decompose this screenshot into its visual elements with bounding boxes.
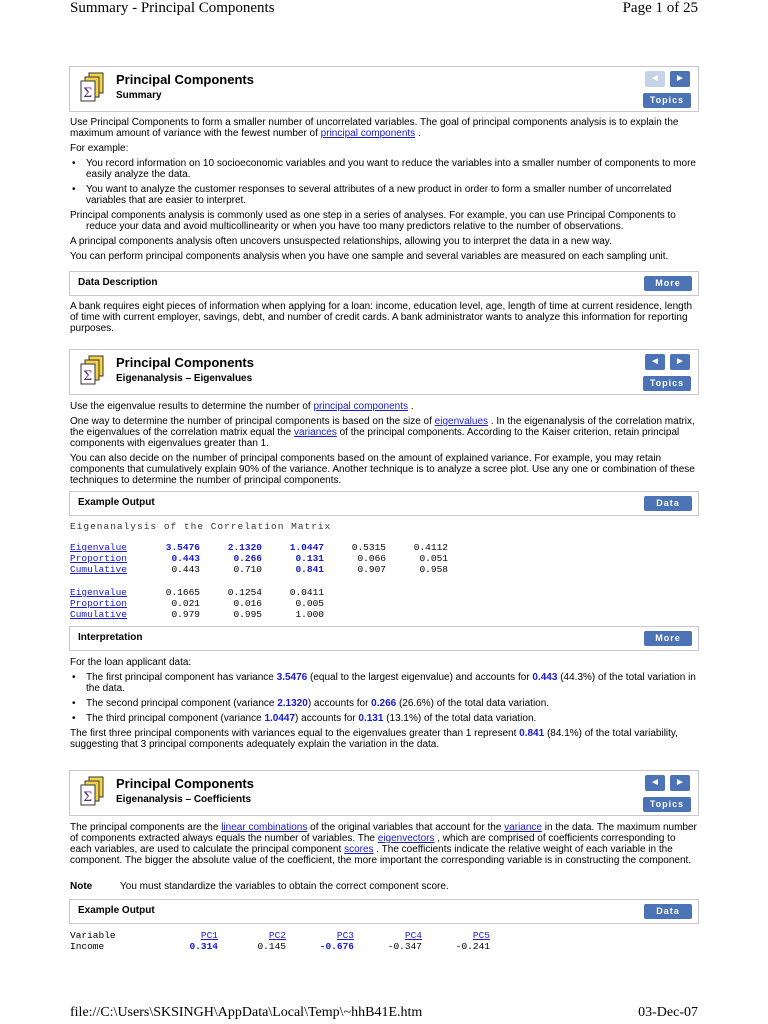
next-topic-button[interactable]: ► <box>670 354 690 370</box>
paragraph: Use the eigenvalue results to determine the number of principal components . <box>70 401 414 412</box>
note-label: Note <box>70 881 93 892</box>
svg-text:Σ: Σ <box>83 86 93 101</box>
page-number: Page 1 of 25 <box>622 0 698 16</box>
section-title: Principal Components <box>116 72 254 87</box>
summary-text <box>70 117 698 266</box>
print-header <box>70 0 698 17</box>
data-description-text: A bank requires eight pieces of information when applying for a loan: income, education level, age, length of time at current residence, length of time with current employer, savings, debt, and number of credit cards. A bank administrator wants to analyze this information for reporting purposes. <box>70 301 693 334</box>
proportion-row-link[interactable]: Proportion <box>70 598 128 609</box>
table-row: Proportion 0.443 0.266 0.131 0.066 0.051 <box>70 553 448 564</box>
principal-components-icon <box>78 355 106 387</box>
example-list <box>70 158 698 206</box>
next-topic-button[interactable]: ► <box>670 775 690 791</box>
paragraph: You can perform principal components analysis when you have one sample and several variables are measured on each sampling unit. <box>70 251 669 262</box>
paragraph: One way to determine the number of principal components is based on the size of eigenvalues . In the eigenanalysis of the correlation matrix, the eigenvalues of the correlation matrix equal the variances of the principal components. According to the Kaiser criterion, retain principal components with eigenvalues greater than 1. <box>70 416 695 449</box>
print-date: 03-Dec-07 <box>638 1005 698 1020</box>
eigen-table-2 <box>70 587 324 620</box>
paragraph: A principal components analysis often uncovers unsuspected relationships, allowing you to interpret the data in a new way. <box>70 236 612 247</box>
section-subtitle: Eigenanalysis – Eigenvalues <box>116 373 253 384</box>
paragraph: For the loan applicant data: <box>70 657 192 668</box>
pc4-link[interactable]: PC4 <box>404 930 422 941</box>
variances-link[interactable]: variances <box>294 427 337 438</box>
prev-topic-button[interactable]: ◄ <box>645 71 665 87</box>
table-row: Income 0.314 0.145 -0.676 -0.347 -0.241 <box>70 941 490 952</box>
intro-paragraph: Use Principal Components to form a smaller number of uncorrelated variables. The goal of principal components analysis is to explain the maximum amount of variance with the fewest number of principal components . <box>70 117 679 139</box>
data-button[interactable]: Data <box>644 904 692 919</box>
cumulative-row-link[interactable]: Cumulative <box>70 564 128 575</box>
pc1-link[interactable]: PC1 <box>200 930 218 941</box>
section-header-coefficients <box>69 770 699 816</box>
interpretation-list <box>70 672 698 724</box>
eigenvectors-link[interactable]: eigenvectors <box>377 833 435 844</box>
example-output-bar <box>69 899 699 924</box>
print-footer <box>70 1005 698 1021</box>
topics-button[interactable]: Topics <box>643 376 691 391</box>
print-header-title: Summary - Principal Components <box>70 0 275 16</box>
example-intro: For example: <box>70 143 129 154</box>
note <box>70 881 449 892</box>
section-subtitle: Eigenanalysis – Coefficients <box>116 794 252 805</box>
more-button[interactable]: More <box>644 631 692 646</box>
pc5-link[interactable]: PC5 <box>472 930 490 941</box>
pc2-link[interactable]: PC2 <box>268 930 286 941</box>
data-description-label: Data Description <box>78 277 158 288</box>
section-header-summary <box>69 66 699 112</box>
variance-link[interactable]: variance <box>504 822 542 833</box>
interpretation-label: Interpretation <box>78 632 143 643</box>
coefficients-table <box>70 930 490 952</box>
pc3-link[interactable]: PC3 <box>336 930 354 941</box>
next-topic-button[interactable]: ► <box>670 71 690 87</box>
svg-text:Σ: Σ <box>83 790 93 805</box>
eigenvalue-row-link[interactable]: Eigenvalue <box>70 542 128 553</box>
example-output-label: Example Output <box>78 497 155 508</box>
paragraph: The first three principal components with variances equal to the eigenvalues greater than 1 represent 0.841 (84.1%) of the total variability, suggesting that 3 principal components adequately explain the variation in the data. <box>70 728 678 750</box>
list-item: • The first principal component has variance 3.5476 (equal to the largest eigenvalue) and accounts for 0.443 (44.3%) of the total variation in the data. <box>70 672 698 694</box>
list-item: • You record information on 10 socioeconomic variables and you want to reduce the variables into a smaller number of components to more easily analyze the data. <box>70 158 698 180</box>
file-path: file://C:\Users\SKSINGH\AppData\Local\Temp\~hhB41E.htm <box>70 1005 423 1020</box>
example-output-label: Example Output <box>78 905 155 916</box>
eigenvalue-row-link[interactable]: Eigenvalue <box>70 587 128 598</box>
table-row: Proportion 0.021 0.016 0.005 <box>70 598 324 609</box>
interpretation-text <box>70 657 698 754</box>
section-subtitle: Summary <box>116 90 162 101</box>
eigen-table-1 <box>70 542 448 575</box>
proportion-row-link[interactable]: Proportion <box>70 553 128 564</box>
data-description-bar <box>69 271 699 296</box>
prev-topic-button[interactable]: ◄ <box>645 775 665 791</box>
table-row: Eigenvalue 0.1665 0.1254 0.0411 <box>70 587 324 598</box>
interpretation-bar <box>69 626 699 651</box>
paragraph: The principal components are the linear combinations of the original variables that account for the variance in the data. The maximum number of components extracted always equals the number of variables. The eigenvectors , which are comprised of coefficients corresponding to each variables, are used to calculate the principal component scores . The coefficients indicate the relative weight of each variable in the component. The bigger the absolute value of the coefficient, the more important the corresponding variable is in constructing the component. <box>70 822 697 866</box>
example-output-bar <box>69 491 699 516</box>
data-button[interactable]: Data <box>644 496 692 511</box>
principal-components-link[interactable]: principal components <box>313 401 408 412</box>
cumulative-row-link[interactable]: Cumulative <box>70 609 128 620</box>
more-button[interactable]: More <box>644 276 692 291</box>
eigenvalues-text <box>70 401 698 490</box>
table-row: Cumulative 0.443 0.710 0.841 0.907 0.958 <box>70 564 448 575</box>
table-row: Cumulative 0.979 0.995 1.000 <box>70 609 324 620</box>
paragraph: Principal components analysis is commonly used as one step in a series of analyses. For example, you can use Principal Components to reduce your data and avoid multicollinearity or when you have too many predictors relative to the number of observations. <box>70 210 676 232</box>
table-row: Eigenvalue 3.5476 2.1320 1.0447 0.5315 0.4112 <box>70 542 448 553</box>
paragraph: You can also decide on the number of principal components based on the amount of explained variance. For example, you may retain components that cumulatively explain 90% of the variance. Another technique is to analyze a scree plot. Use any one or combination of these techniques to determine the number of principal components. <box>70 453 695 486</box>
eigenvalues-link[interactable]: eigenvalues <box>434 416 489 427</box>
coefficients-text <box>70 822 698 870</box>
table-row <box>70 930 490 941</box>
principal-components-icon <box>78 72 106 104</box>
section-title: Principal Components <box>116 355 254 370</box>
section-title: Principal Components <box>116 776 254 791</box>
principal-components-icon <box>78 776 106 808</box>
output-title: Eigenanalysis of the Correlation Matrix <box>70 521 332 532</box>
svg-text:Σ: Σ <box>83 369 93 384</box>
list-item: • You want to analyze the customer responses to several attributes of a new product in order to form a smaller number of uncorrelated variables that are easier to interpret. <box>70 184 698 206</box>
section-header-eigenvalues <box>69 349 699 395</box>
linear-combinations-link[interactable]: linear combinations <box>221 822 308 833</box>
list-item: • The second principal component (variance 2.1320) accounts for 0.266 (26.6%) of the total data variation. <box>70 698 698 709</box>
note-text: You must standardize the variables to obtain the correct component score. <box>120 881 449 892</box>
principal-components-link[interactable]: principal components <box>320 128 416 139</box>
scores-link[interactable]: scores <box>344 844 374 855</box>
topics-button[interactable]: Topics <box>643 797 691 812</box>
prev-topic-button[interactable]: ◄ <box>645 354 665 370</box>
list-item: • The third principal component (variance 1.0447) accounts for 0.131 (13.1%) of the total data variation. <box>70 713 698 724</box>
topics-button[interactable]: Topics <box>643 93 691 108</box>
variable-header: Variable <box>70 930 116 941</box>
